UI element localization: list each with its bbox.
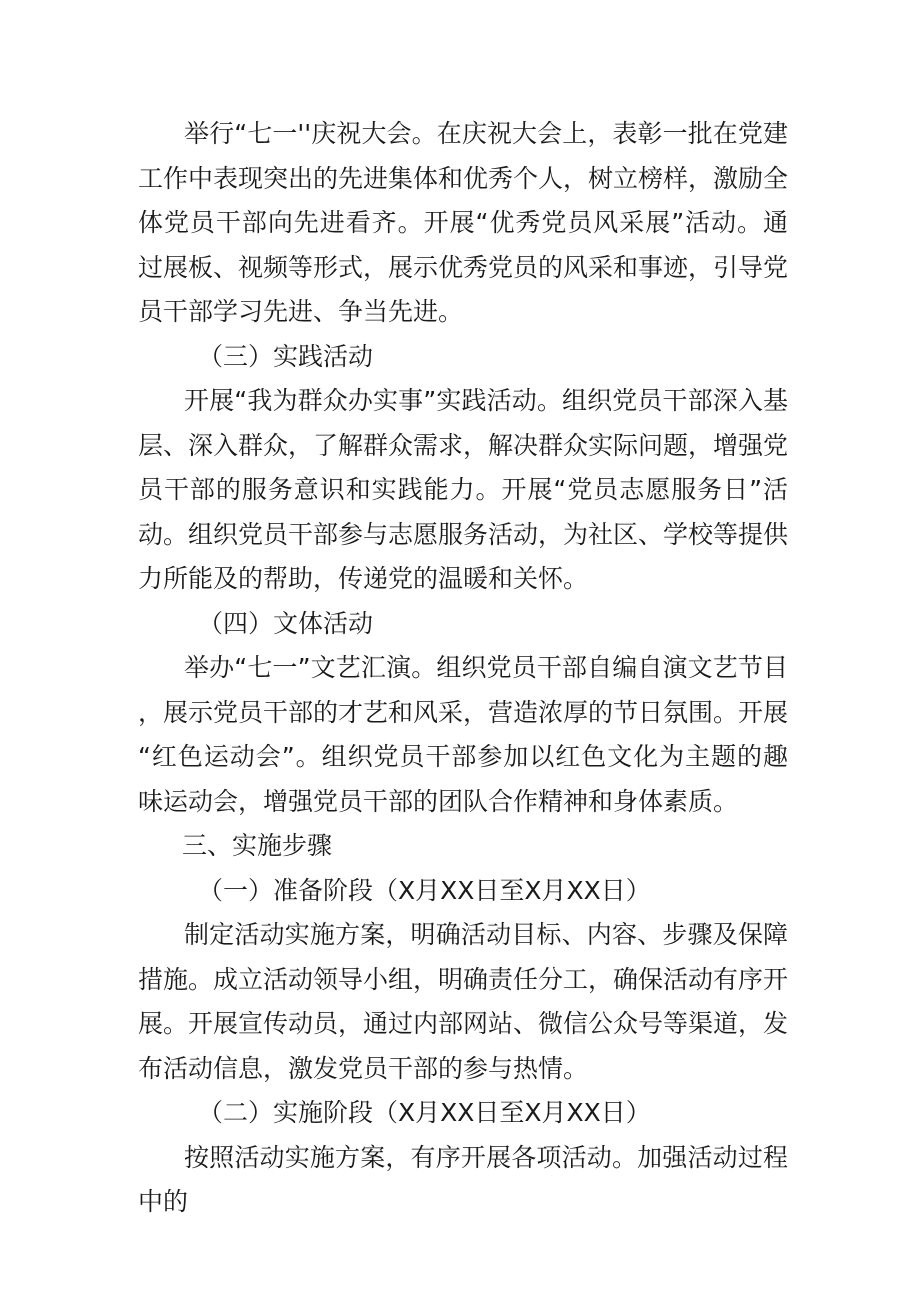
paragraph-preparation: 制定活动实施方案，明确活动目标、内容、步骤及保障措施。成立活动领导小组，明确责任分工，确保活动有序开展。开展宣传动员，通过内部网站、微信公众号等渠道，发布活动信息，激发党员干部的参与热情。	[138, 920, 789, 1083]
paragraph-implementation: 按照活动实施方案，有序开展各项活动。加强活动过程中的	[138, 1142, 788, 1216]
heading-implementation-stage: （二）实施阶段（X月XX日至X月XX日）	[198, 1098, 651, 1127]
heading-practice-activities: （三）实践活动	[198, 341, 374, 371]
heading-implementation-steps: 三、实施步骤	[182, 831, 333, 860]
heading-cultural-sports: （四）文体活动	[198, 608, 374, 638]
heading-preparation-stage: （一）准备阶段（X月XX日至X月XX日）	[198, 875, 651, 905]
paragraph-commendation: 举行“七一''庆祝大会。在庆祝大会上，表彰一批在党建工作中表现突出的先进集体和优秀个人，树立榜样，激励全体党员干部向先进看齐。开展“优秀党员风采展”活动。通过展板、视频等形式，展示优秀党员的风采和事迹，引导党员干部学习先进、争当先进。	[138, 119, 789, 326]
paragraph-cultural-sports: 举办“七一”文艺汇演。组织党员干部自编自演文艺节目，展示党员干部的才艺和风采，营造浓厚的节日氛围。开展“红色运动会”。组织党员干部参加以红色文化为主题的趣味运动会，增强党员干部的团队合作精神和身体素质。	[138, 653, 789, 816]
paragraph-practice: 开展“我为群众办实事”实践活动。组织党员干部深入基层、深入群众，了解群众需求，解决群众实际问题，增强党员干部的服务意识和实践能力。开展“党员志愿服务日”活动。组织党员干部参与志愿服务活动，为社区、学校等提供力所能及的帮助，传递党的温暖和关怀。	[138, 386, 789, 593]
document-body	[138, 112, 788, 1225]
